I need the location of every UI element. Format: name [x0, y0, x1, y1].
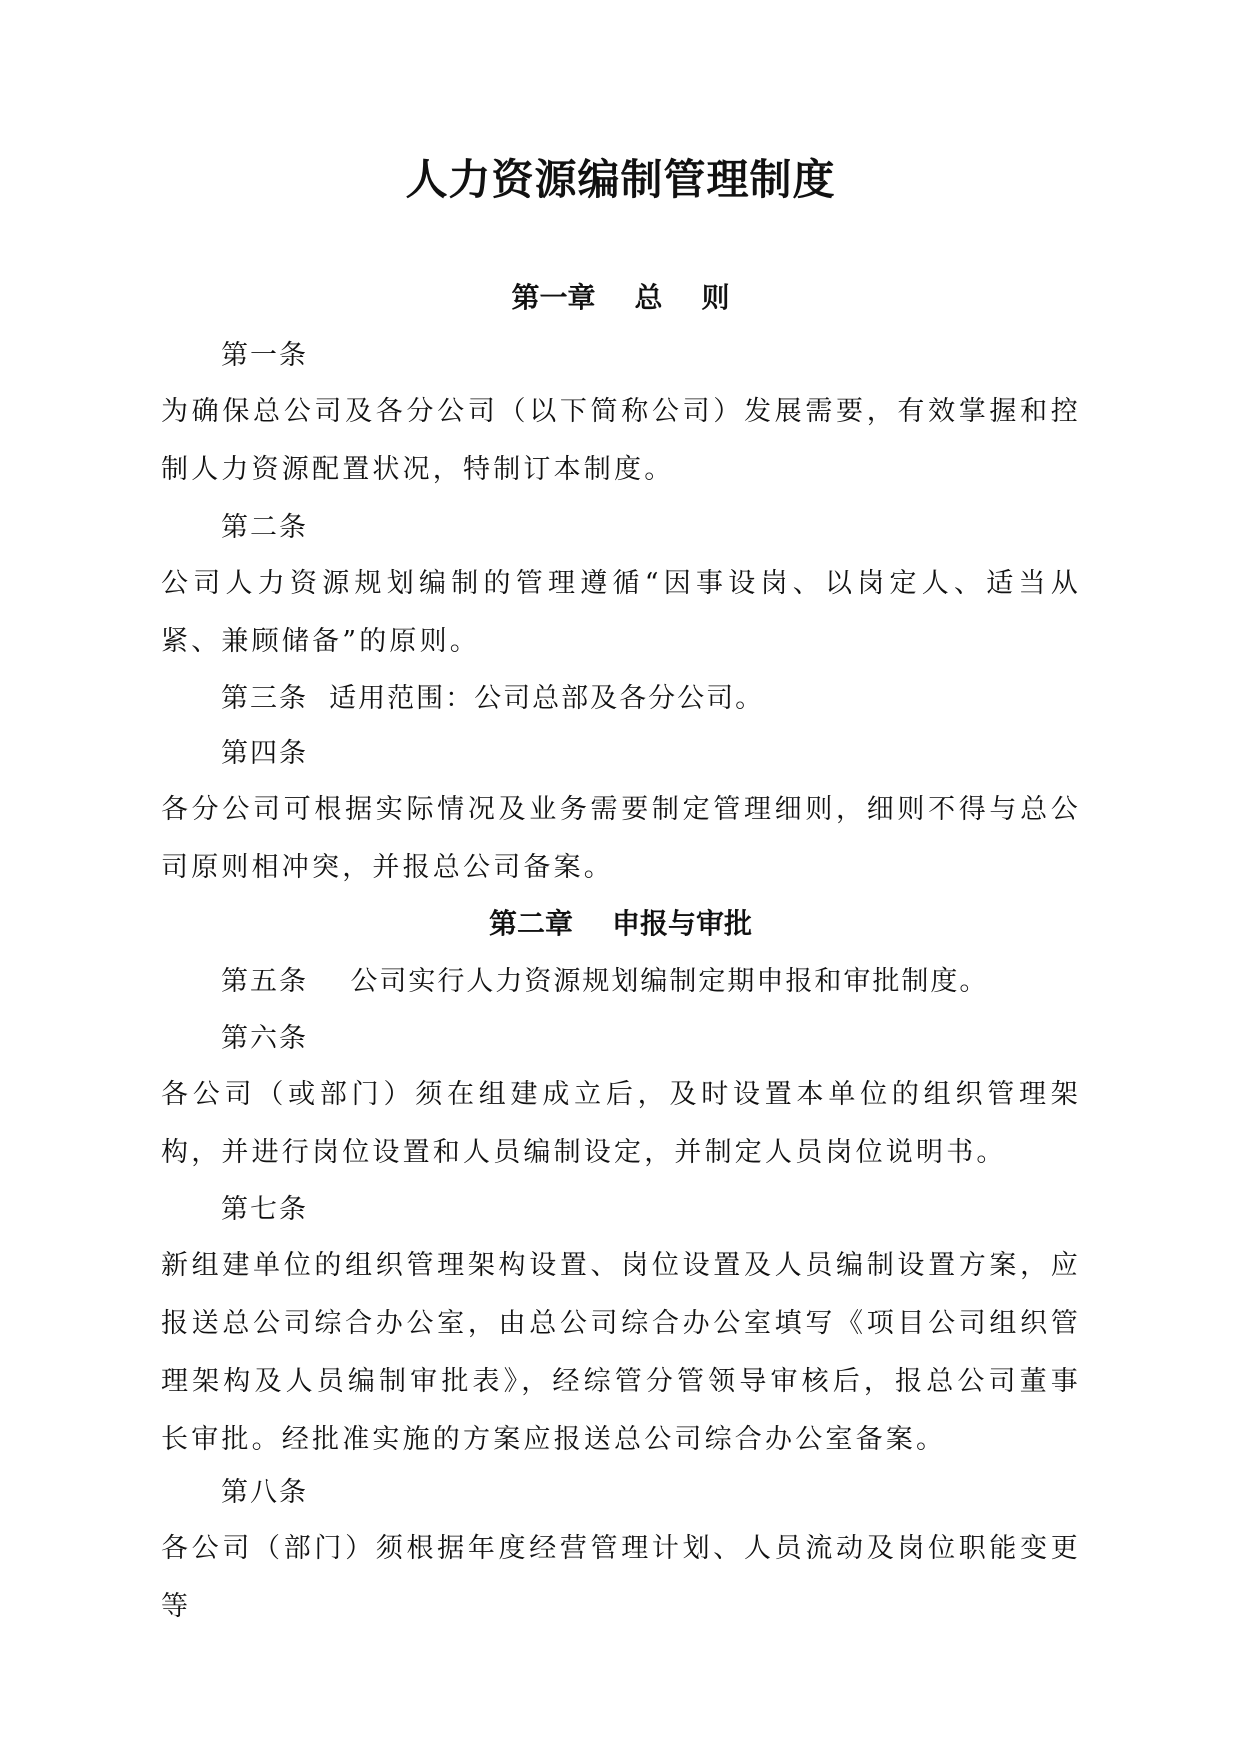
- article-8-label: 第八条: [221, 1477, 308, 1508]
- article-7-text: 新组建单位的组织管理架构设置、岗位设置及人员编制设置方案，应报送总公司综合办公室，由总公司综合办公室填写《项目公司组织管理架构及人员编制审批表》，经综管分管领导审核后，报总公司董事长审批。经批准实施的方案应报送总公司综合办公室备案。: [161, 1250, 1081, 1455]
- article-6-text: 各公司（或部门）须在组建成立后，及时设置本单位的组织管理架构，并进行岗位设置和人员编制设定，并制定人员岗位说明书。: [161, 1079, 1081, 1168]
- chapter-2-heading: 第二章 申报与审批: [489, 907, 752, 940]
- article-3-line: 第三条 适用范围：公司总部及各分公司。: [221, 683, 765, 714]
- article-7-label: 第七条: [221, 1194, 308, 1225]
- article-2-label: 第二条: [221, 512, 308, 543]
- article-4-label: 第四条: [221, 738, 308, 769]
- article-2-text: 公司人力资源规划编制的管理遵循“因事设岗、以岗定人、适当从紧、兼顾储备”的原则。: [161, 568, 1081, 657]
- article-6-label: 第六条: [221, 1023, 308, 1054]
- document-title: 人力资源编制管理制度: [405, 155, 836, 204]
- article-1-label: 第一条: [221, 340, 308, 371]
- chapter-1-heading: 第一章 总 则: [511, 281, 730, 314]
- article-8-text: 各公司（部门）须根据年度经营管理计划、人员流动及岗位职能变更等: [161, 1533, 1081, 1622]
- article-4-text: 各分公司可根据实际情况及业务需要制定管理细则，细则不得与总公司原则相冲突，并报总公司备案。: [161, 794, 1081, 883]
- article-5-line: 第五条 公司实行人力资源规划编制定期申报和审批制度。: [221, 966, 989, 997]
- article-1-text: 为确保总公司及各分公司（以下简称公司）发展需要，有效掌握和控制人力资源配置状况，特制订本制度。: [161, 396, 1081, 485]
